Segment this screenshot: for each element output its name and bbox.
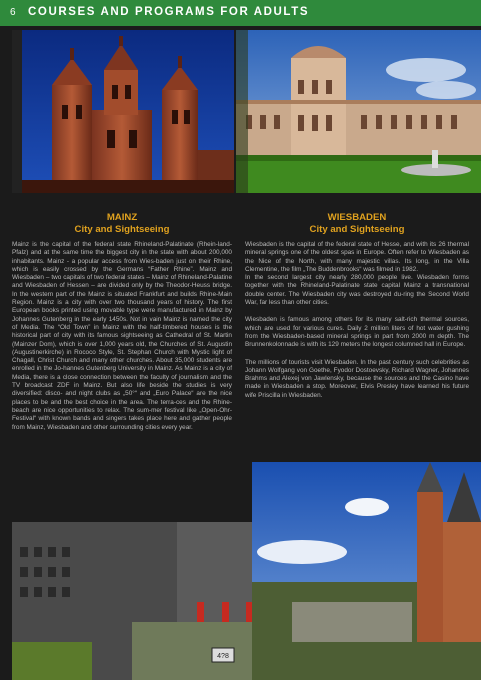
wiesbaden-subheading: City and Sightseeing <box>309 224 405 235</box>
wiesbaden-column <box>245 212 469 409</box>
page-title: COURSES AND PROGRAMS FOR ADULTS <box>28 6 310 18</box>
wiesbaden-paragraph-3: The millions of tourists visit Wiesbaden. In the past century such celebrities as Johann Wolfgang von Goethe, Fyodor Dostoevsky, Richard Wagner, Johannes Brahms and Alexej von Jawlensky, because the sources and the Casino have made in Wiesbaden a stop. Moreover, Elvis Presley have learned his future wife Priscilla in Wiesbaden. <box>245 358 469 399</box>
page-number: 6 <box>10 7 16 18</box>
biebrich-palace-photo <box>236 30 481 193</box>
wiesbaden-paragraph-2: Wiesbaden is famous among others for its many salt-rich thermal sources, which are used for various cures. Daily 2 million liters of hot water gushing from the Wiesbaden-based mineral springs in part from 2000 m depth. The Brunnenkolonnade is with its 129 meters the longest columned hall in Europe. <box>245 316 469 349</box>
page-header <box>0 0 481 26</box>
mainz-column <box>12 212 232 441</box>
mainz-cathedral-photo <box>12 30 234 193</box>
street-scene-photo <box>12 452 481 680</box>
wiesbaden-paragraph-1: Wiesbaden is the capital of the federal state of Hesse, and with its 26 thermal mineral springs one of the oldest spas in Europe. Often refer to Wiesbaden as the Nice of the North, with many majestic villas. Its long, in the Villa Clementine, the film „The Buddenbrooks“ was filmed in 1982. In the second largest city nearly 280,000 people live. Wiesbaden forms together with the Rhineland-Palatinate state capital Mainz a transnational double center. The Wiesbaden city was destroyed du-ring the Second World War, far less than other cities. <box>245 241 469 307</box>
street-sign-number: 4?8 <box>217 653 229 660</box>
wiesbaden-heading: WIESBADEN <box>327 212 387 223</box>
mainz-paragraph: Mainz is the capital of the federal state Rhineland-Palatinate (Rhein-land-Pfalz) and at the same time the biggest city in the state with about 200,000 inhabitants. Mainz - a popular access from Wies-baden just on their Rhine, which is easily crossed by the Germans “Father Rhine”. Mainz and Wiesbaden – two capitals of two federal states – Mainz of Rhineland-Palatine and Wiesbaden of Hessen – are divided only by the Theodor-Heuss bridge. In the western part of the Mainz is situated Frankfurt and builds Rhine-Main Region. Mainz is a city with over two thousand years of history. The first European books printed using movable type were manufactured in Mainz by Johannes Gutenberg in the early 1450s. Not in vain Mainz is named the city of Media. The “Old Town” in Mainz with the half-timbered houses is the historical part of city with its famous sightseeing as Cathedral of St. Martin (Mainzer Dom), which is over 1,000 years old, the Churches of St. Augustin (Augustinerkirche) in Rococo Style, St. Stephan Church with Mystic light of Chagall, Christ Church and many other churches. About 35,000 students are enrolled in the Jo-hannes Gutenberg University in Mainz. As Mainz is a city of Media, there is a close connection between the faculty of journalism and the TV broadcast ZDF in Mainz. But also life beside the studies is very diversified: disco- and night clubs as „50°“ and „Euro Palace“ are the nice places to be and the best choice in the area. The terra-ces and the Rhine-beach are nice opportunities to relax. The sum-mer festival like „Open-Ohr-Festival“ with known bands and singers takes place here and gather people from Mainz, Wiesbaden and other surrounding cities every year. <box>12 241 232 431</box>
mainz-heading: MAINZ <box>106 212 138 223</box>
mainz-subheading: City and Sightseeing <box>74 224 170 235</box>
